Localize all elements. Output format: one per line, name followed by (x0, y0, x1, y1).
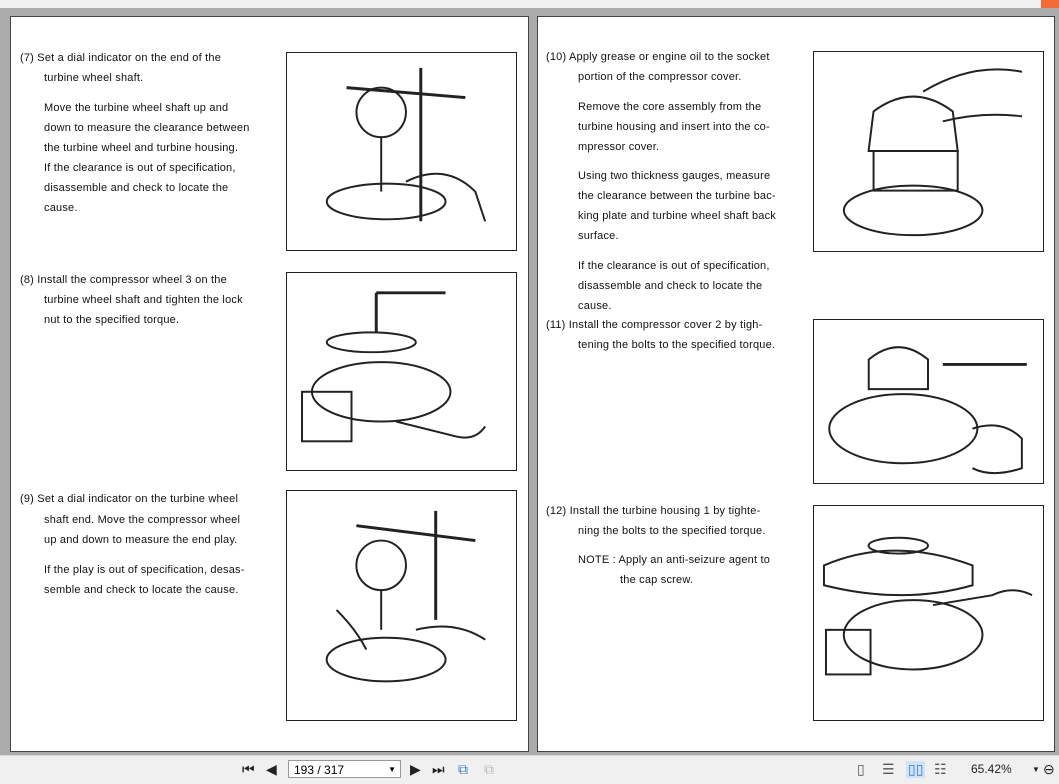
text-line: turbine wheel shaft and tighten the lock (44, 294, 243, 306)
chevron-down-icon[interactable]: ▼ (388, 765, 396, 774)
last-page-icon[interactable]: ⏭ (432, 761, 445, 777)
text-line: disassemble and check to locate the (44, 182, 229, 194)
text-line: (8) Install the compressor wheel 3 on the (20, 274, 227, 286)
title-bar (0, 0, 1059, 8)
text-line: the turbine wheel and turbine housing. (44, 142, 239, 154)
figure-turbine-housing-install (813, 505, 1044, 721)
text-line: up and down to measure the end play. (44, 534, 238, 546)
text-line: down to measure the clearance between (44, 122, 250, 134)
zoom-dropdown-icon[interactable]: ▼ (1032, 765, 1040, 774)
text-line: ning the bolts to the specified torque. (578, 525, 766, 537)
zoom-level[interactable]: 65.42% (971, 762, 1012, 776)
text-line: the cap screw. (620, 574, 694, 586)
figure-compressor-wheel-install (286, 272, 517, 471)
text-line: If the clearance is out of specification, (44, 162, 236, 174)
text-line: turbine housing and insert into the co- (578, 121, 770, 133)
text-line: (12) Install the turbine housing 1 by tighte- (546, 505, 761, 517)
forward-view-icon[interactable]: ⧉ (484, 761, 494, 777)
text-line: NOTE : Apply an anti-seizure agent to (578, 554, 771, 566)
figure-end-play-measure (286, 490, 517, 721)
figure-core-assembly (813, 51, 1044, 252)
text-line: (7) Set a dial indicator on the end of the (20, 52, 222, 64)
text-line: (9) Set a dial indicator on the turbine wheel (20, 493, 239, 505)
continuous-page-icon[interactable]: ☰ (882, 761, 895, 777)
pdf-page-right (537, 16, 1055, 752)
text-line: Remove the core assembly from the (578, 101, 762, 113)
text-line: tening the bolts to the specified torque. (578, 339, 776, 351)
text-line: Move the turbine wheel shaft up and (44, 102, 229, 114)
text-line: king plate and turbine wheel shaft back (578, 210, 776, 222)
single-page-icon[interactable]: ▯ (857, 761, 865, 777)
page-number-input[interactable] (288, 760, 401, 778)
text-line: cause. (578, 300, 612, 312)
text-line: portion of the compressor cover. (578, 71, 742, 83)
text-line: mpressor cover. (578, 141, 660, 153)
text-line: Using two thickness gauges, measure (578, 170, 771, 182)
text-line: (10) Apply grease or engine oil to the socket (546, 51, 770, 63)
text-line: semble and check to locate the cause. (44, 584, 239, 596)
previous-page-icon[interactable]: ◀ (266, 761, 277, 777)
text-line: If the clearance is out of specification, (578, 260, 770, 272)
pdf-page-left (10, 16, 529, 752)
close-corner-button[interactable] (1041, 0, 1059, 8)
zoom-out-icon[interactable]: ⊖ (1043, 761, 1055, 777)
pdf-toolbar (0, 755, 1059, 784)
text-line: cause. (44, 202, 78, 214)
text-line: surface. (578, 230, 619, 242)
text-line: shaft end. Move the compressor wheel (44, 514, 241, 526)
text-line: the clearance between the turbine bac- (578, 190, 776, 202)
continuous-facing-icon[interactable]: ☷ (934, 761, 947, 777)
text-line: disassemble and check to locate the (578, 280, 763, 292)
facing-pages-icon[interactable]: ▯▯ (908, 761, 924, 777)
text-line: If the play is out of specification, desas- (44, 564, 245, 576)
page-number-value: 193 / 317 (294, 763, 345, 777)
text-line: turbine wheel shaft. (44, 72, 144, 84)
next-page-icon[interactable]: ▶ (410, 761, 421, 777)
text-line: (11) Install the compressor cover 2 by tigh- (546, 319, 763, 331)
first-page-icon[interactable]: ⏮ (242, 761, 255, 777)
figure-compressor-cover-install (813, 319, 1044, 484)
text-line: nut to the specified torque. (44, 314, 180, 326)
figure-dial-indicator-shaft (286, 52, 517, 251)
back-view-icon[interactable]: ⧉ (458, 761, 468, 777)
